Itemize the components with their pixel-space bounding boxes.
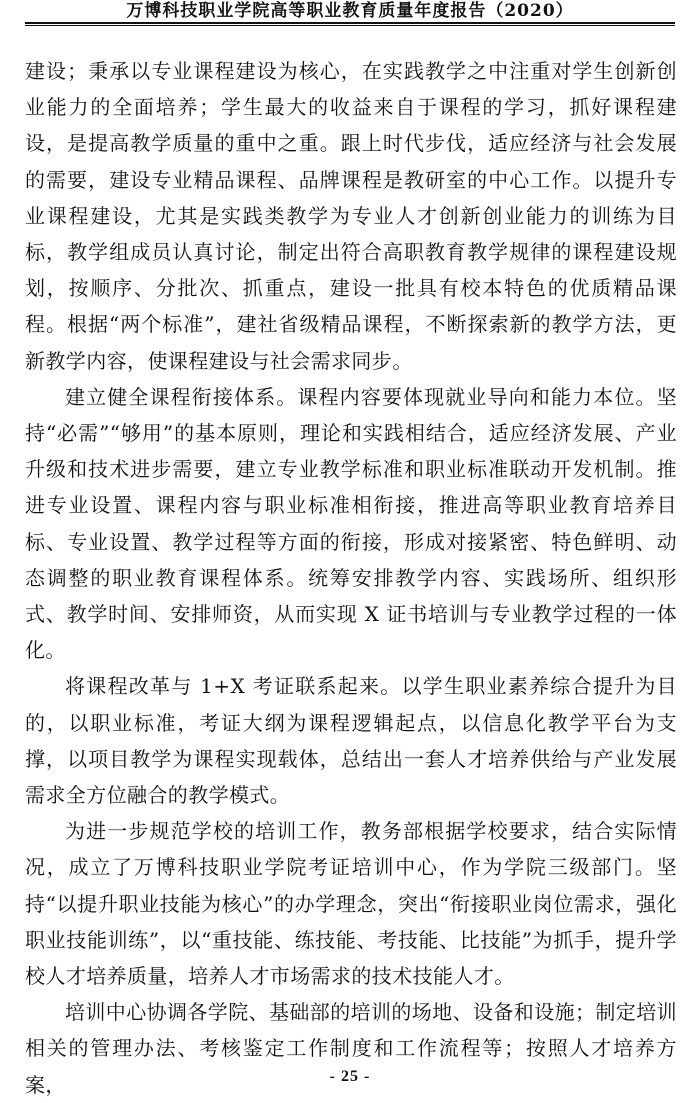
- header-rule-thick: [25, 22, 675, 24]
- paragraph-course-construction: 建设；秉承以专业课程建设为核心，在实践教学之中注重对学生创新创业能力的全面培养；学生最大的收益来自于课程的学习，抓好课程建设，是提高教学质量的重中之重。跟上时代步伐，适应经济与社会发展的需要，建设专业精品课程、品牌课程是教研室的中心工作。以提升专业课程建设，尤其是实践类教学为专业人才创新创业能力的训练为目标，教学组成员认真讨论，制定出符合高职教育教学规律的课程建设规划，按顺序、分批次、抓重点，建设一批具有校本特色的优质精品课程。根据“两个标准”，建社省级精品课程，不断探索新的教学方法，更新教学内容，使课程建设与社会需求同步。: [25, 59, 677, 373]
- body-text: [25, 53, 677, 1103]
- paragraph-1x-certificate: 将课程改革与 1+X 考证联系起来。以学生职业素养综合提升为目的，以职业标准，考证大纲为课程逻辑起点，以信息化教学平台为支撑，以项目教学为课程实现载体，总结出一套人才培养供给与产业发展需求全方位融合的教学模式。: [25, 674, 677, 808]
- paragraph-course-linkage: 建立健全课程衔接体系。课程内容要体现就业导向和能力本位。坚持“必需”“够用”的基本原则，理论和实践相结合，适应经济发展、产业升级和技术进步需要，建立专业教学标准和职业标准联动开发机制。推进专业设置、课程内容与职业标准相衔接，推进高等职业教育培养目标、专业设置、教学过程等方面的衔接，形成对接紧密、特色鲜明、动态调整的职业教育课程体系。统筹安排教学内容、实践场所、组织形式、教学时间、安排师资，从而实现 X 证书培训与专业教学过程的一体化。: [25, 384, 677, 663]
- page-header: [0, 0, 700, 24]
- paragraph-training-coordination: 培训中心协调各学院、基础部的培训的场地、设备和设施；制定培训相关的管理办法、考核鉴定工作制度和工作流程等；按照人才培养方案，: [25, 1000, 677, 1097]
- paragraph-training-center: 为进一步规范学校的培训工作，教务部根据学校要求，结合实际情况，成立了万博科技职业学院考证培训中心，作为学院三级部门。坚持“以提升职业技能为核心”的办学理念，突出“衔接职业岗位需求，强化职业技能训练”，以“重技能、练技能、考技能、比技能”为抓手，提升学校人才培养质量，培养人才市场需求的技术技能人才。: [25, 819, 677, 989]
- header-rule-thin: [25, 25, 675, 26]
- report-title: 万博科技职业学院高等职业教育质量年度报告（2020）: [126, 1, 574, 21]
- page-number: - 25 -: [329, 1068, 371, 1085]
